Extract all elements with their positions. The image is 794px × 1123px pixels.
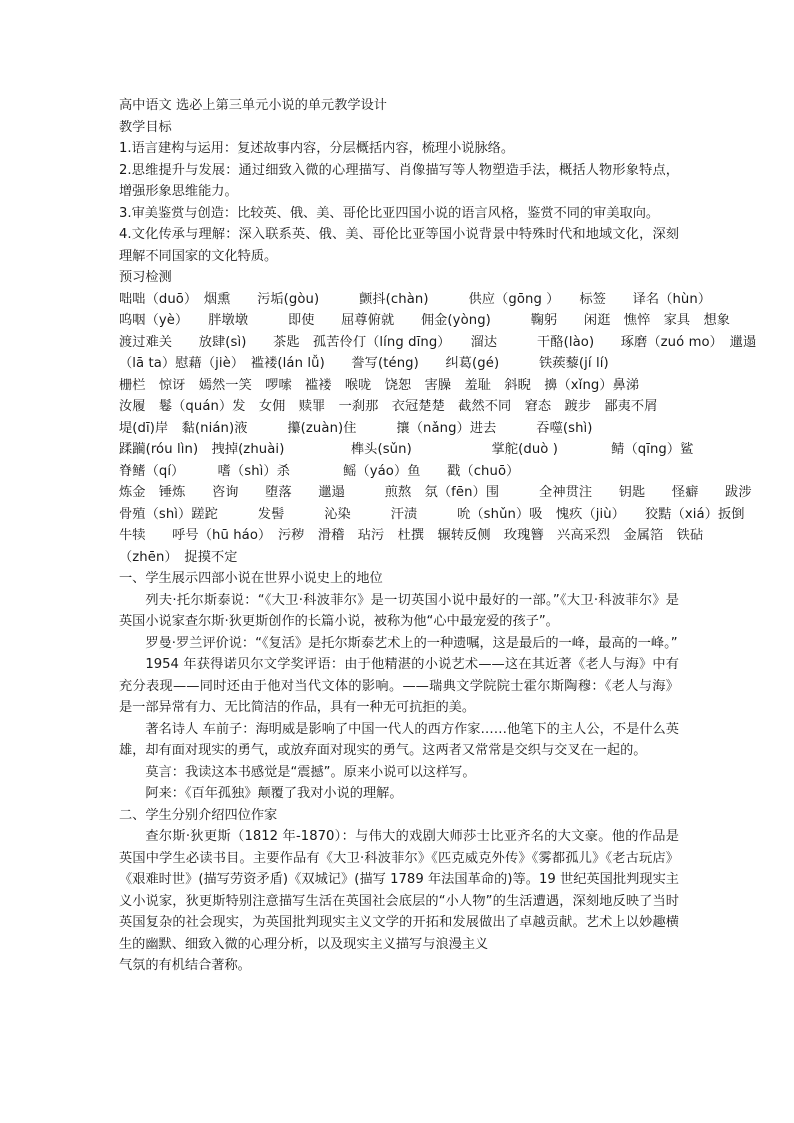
goal-item: 2.思维提升与发展：通过细致入微的心理描写、肖像描写等人物塑造手法，概括人物形象特点，增强形象思维能力。: [119, 162, 679, 199]
section-paragraph: 罗曼·罗兰评价说：“《复活》是托尔斯泰艺术上的一种遗嘱，这是最后的一峰，最高的一峰。”: [145, 635, 678, 651]
section-heading: 二、学生分别介绍四位作家: [119, 807, 278, 823]
section-paragraph: 莫言：我读这本书感觉是“震撼”。原来小说可以这样写。: [145, 764, 476, 780]
section-paragraph: 阿来：《百年孤独》颠覆了我对小说的理解。: [145, 786, 403, 801]
goals-heading: 教学目标: [119, 119, 172, 135]
vocab-line: 骨殖（shì）蹉跎 发髻 沁染 汗渍 吮（shǔn）吸 愧疚（jiù） 狡黠（xiá）扳倒: [119, 506, 745, 522]
vocab-line: 牛犊 呼号（hū háo） 污秽 滑稽 玷污 杜撰 辗转反侧 玫瑰簪 兴高采烈 金属箔 铁砧: [119, 528, 704, 543]
section-paragraph: 列夫·托尔斯泰说：“《大卫·科波菲尔》是一切英国小说中最好的一部。”《大卫·科波菲尔》是英国小说家查尔斯·狄更斯创作的长篇小说，被称为他“心中最宠爱的孩子”。: [119, 592, 679, 629]
vocab-line: （lā ta）慰藉（jiè） 褴褛(lán lǚ) 誊写(téng) 纠葛(gé) 铁蒺藜(jí lí): [119, 356, 609, 371]
section-paragraph: 查尔斯·狄更斯（1812 年-1870）：与伟大的戏剧大师莎士比亚齐名的大文豪。他的作品是英国中学生必读书目。主要作品有《大卫·科波菲尔》《匹克威克外传》《雾都孤儿》《老古玩店》《艰难时世》(描写劳资矛盾)《双城记》(描写 1789 年法国革命的)等。19 世纪英国批判现实主义小说家，狄更斯特别注意描写生活在英国社会底层的“小人物”的生活遭遇，深刻地反映了当时英国复杂的社会现实，为英国批判现实主义文学的开拓和发展做出了卓越贡献。艺术上以妙趣横生的幽默、细致入微的心理分析，以及现实主义描写与浪漫主义: [119, 829, 679, 952]
vocab-line: 蹂躏(róu lìn) 拽掉(zhuài) 榫头(sǔn) 掌舵(duò ) 鲭（qīng）鲨: [119, 442, 694, 457]
section-heading: 一、学生展示四部小说在世界小说史上的地位: [119, 571, 383, 586]
vocab-line: （zhēn） 捉摸不定: [119, 549, 238, 565]
vocab-line: 炼金 锤炼 咨询 堕落 邋遢 煎熬 氛（fēn）围 全神贯注 钥匙 怪癖 跋涉: [119, 485, 752, 500]
goal-item: 3.审美鉴赏与创造：比较英、俄、美、哥伦比亚四国小说的语言风格，鉴赏不同的审美取向。: [119, 205, 660, 221]
goal-item: 1.语言建构与运用：复述故事内容，分层概括内容，梳理小说脉络。: [119, 141, 515, 156]
section-paragraph: 著名诗人 车前子：海明威是影响了中国一代人的西方作家……他笔下的主人公，不是什么英雄，却有面对现实的勇气，或放弃面对现实的勇气。这两者又常常是交织与交叉在一起的。: [119, 721, 679, 758]
preview-heading: 预习检测: [119, 270, 172, 285]
vocab-line: 咄咄（duō） 烟熏 污垢(gòu) 颤抖(chàn) 供应（gōng ） 标签 译名（hùn）: [119, 291, 712, 307]
vocab-line: 汝履 鬈（quán）发 女佣 赎罪 一刹那 衣冠楚楚 截然不同 窘态 踱步 鄙夷不屑: [119, 399, 658, 414]
goal-item: 4.文化传承与理解：深入联系英、俄、美、哥伦比亚等国小说背景中特殊时代和地域文化，深刻理解不同国家的文化特质。: [119, 227, 679, 264]
vocab-line: 脊鳍（qí） 嗜（shì）杀 鳐（yáo）鱼 戳（chuō）: [119, 463, 520, 479]
section-paragraph: 1954 年获得诺贝尔文学奖评语：由于他精湛的小说艺术——这在其近著《老人与海》中有充分表现——同时还由于他对当代文体的影响。——瑞典文学院院士霍尔斯陶穆：《老人与海》是一部异常有力、无比简洁的作品，具有一种无可抗拒的美。: [119, 657, 679, 715]
vocab-line: 渡过难关 放肆(sì) 茶匙 孤苦伶仃（líng dīng） 溜达 干酪(lào) 琢磨（zuó mo） 邋遢: [119, 334, 757, 350]
vocab-line: 堤(dī)岸 黏(nián)液 攥(zuàn)住 攘（nǎng）进去 吞噬(shì): [119, 420, 593, 436]
section-paragraph: 气氛的有机结合著称。: [119, 958, 251, 973]
document-page: [119, 95, 757, 977]
document-title: 高中语文 选必上第三单元小说的单元教学设计: [119, 98, 387, 113]
vocab-line: 栅栏 惊讶 嫣然一笑 啰嗦 褴褛 喉咙 饶恕 害臊 羞耻 斜睨 擤（xǐng）鼻涕: [119, 377, 640, 393]
vocab-line: 呜咽（yè） 胖墩墩 即使 屈尊俯就 佣金(yòng) 鞠躬 闲逛 憔悴 家具 想象: [119, 313, 731, 328]
